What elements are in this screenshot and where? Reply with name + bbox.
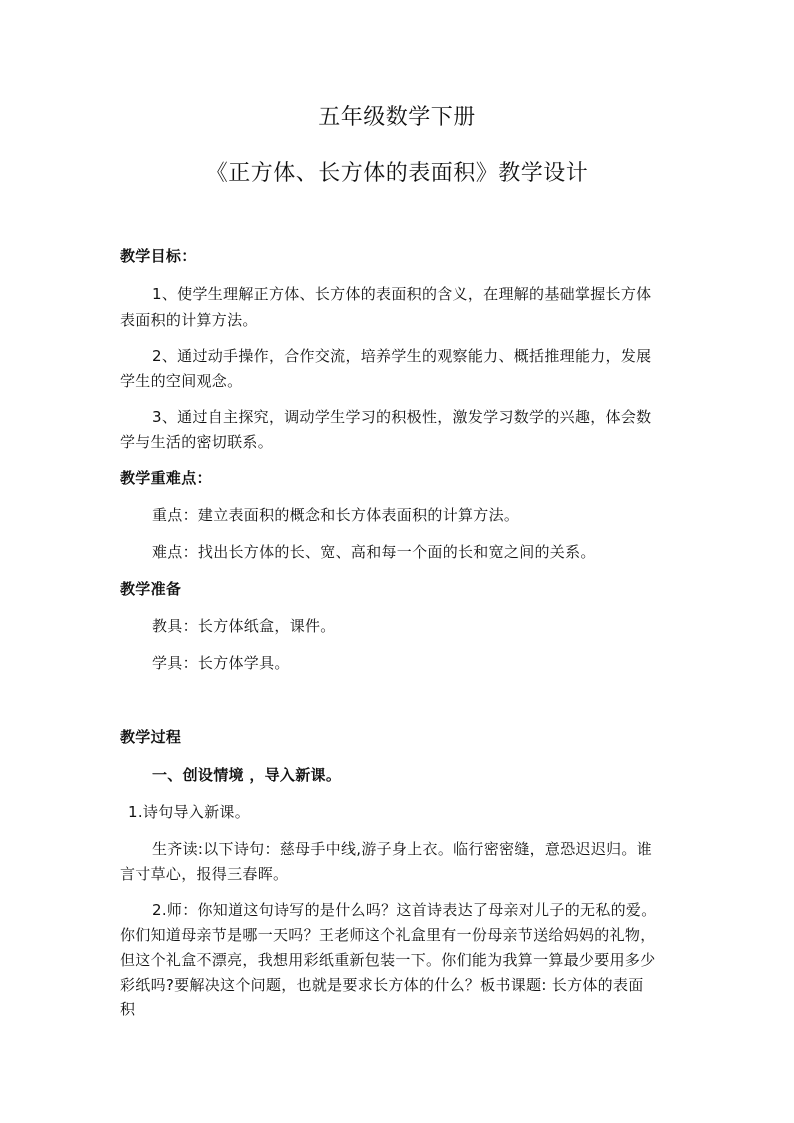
- preparation-heading: 教学准备: [120, 580, 182, 598]
- preparation-student-tools: 学具：长方体学具。: [152, 654, 290, 672]
- key-points-heading: 教学重难点：: [120, 469, 212, 487]
- objective-1-line-1: 1、使学生理解正方体、长方体的表面积的含义，在理解的基础掌握长方体: [152, 285, 652, 303]
- key-point-difficulty: 难点：找出长方体的长、宽、高和每一个面的长和宽之间的关系。: [152, 543, 596, 561]
- poem-line-1: 生齐读:以下诗句：慈母手中线,游子身上衣。临行密密缝，意恐迟迟归。谁: [152, 840, 653, 858]
- process-step-2-line-3: 但这个礼盒不漂亮，我想用彩纸重新包装一下。你们能为我算一算最少要用多少: [120, 951, 656, 969]
- process-section-1-title: 一、创设情境 ，导入新课。: [152, 766, 342, 784]
- key-point-focus: 重点：建立表面积的概念和长方体表面积的计算方法。: [152, 506, 520, 524]
- objective-3-line-1: 3、通过自主探究，调动学生学习的积极性，激发学习数学的兴趣，体会数: [152, 408, 652, 426]
- document-subtitle: 《正方体、长方体的表面积》教学设计: [205, 161, 589, 186]
- objectives-heading: 教学目标：: [120, 247, 197, 265]
- preparation-teacher-tools: 教具：长方体纸盒，课件。: [152, 617, 336, 635]
- objective-1-line-2: 表面积的计算方法。: [120, 311, 258, 329]
- process-step-2-line-5: 积: [120, 1000, 136, 1018]
- process-heading: 教学过程: [120, 728, 182, 746]
- process-step-2-line-4: 彩纸吗?要解决这个问题，也就是要求长方体的什么？板书课题: 长方体的表面: [120, 976, 644, 994]
- process-step-2-line-2: 你们知道母亲节是哪一天吗？王老师这个礼盒里有一份母亲节送给妈妈的礼物，: [120, 926, 656, 944]
- objective-3-line-2: 学与生活的密切联系。: [120, 433, 274, 451]
- process-step-1: 1.诗句导入新课。: [128, 803, 251, 821]
- poem-line-2: 言寸草心，报得三春晖。: [120, 865, 289, 883]
- objective-2-line-1: 2、通过动手操作，合作交流，培养学生的观察能力、概括推理能力，发展: [152, 347, 652, 365]
- document-title: 五年级数学下册: [318, 105, 476, 130]
- process-step-2-line-1: 2.师：你知道这句诗写的是什么吗？这首诗表达了母亲对儿子的无私的爱。: [152, 901, 657, 919]
- objective-2-line-2: 学生的空间观念。: [120, 372, 243, 390]
